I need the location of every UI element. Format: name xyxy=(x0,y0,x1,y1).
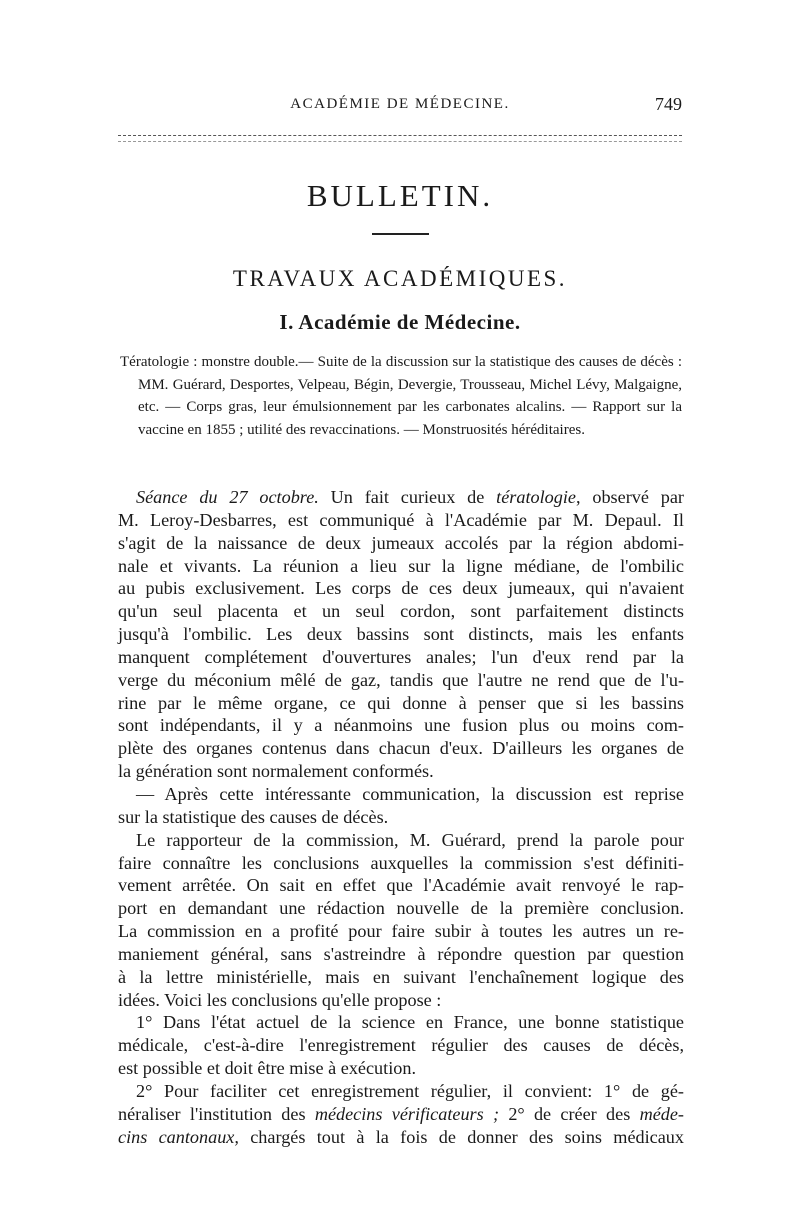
bulletin-title: BULLETIN. xyxy=(306,178,494,213)
session-summary xyxy=(120,351,682,441)
running-title: ACADÉMIE DE MÉDECINE. xyxy=(290,96,510,112)
header-rule xyxy=(118,135,682,136)
text-line: nale et vivants. La réunion a lieu sur la ligne médiane, de l'ombilic xyxy=(118,555,684,576)
text-line: à la lettre ministérielle, mais en suivant l'enchaînement logique des xyxy=(118,966,684,987)
paragraph-discussion xyxy=(118,783,684,829)
text-line: idées. Voici les conclusions qu'elle propose : xyxy=(118,989,442,1010)
text-line: vement arrêtée. On sait en effet que l'Académie avait renvoyé le rap- xyxy=(118,875,684,896)
text-line: manquent complétement d'ouvertures anales; l'un d'eux rend par la xyxy=(118,646,684,667)
text-line: sur la statistique des causes de décès. xyxy=(118,806,389,827)
text-line: néraliser l'institution des médecins vérificateurs ; 2° de créer des méde- xyxy=(118,1103,684,1124)
text-line: port en demandant une rédaction nouvelle de la première conclusion. xyxy=(118,898,684,919)
text-line: verge du méconium mêlé de gaz, tandis que l'autre ne rend que de l'u- xyxy=(118,669,684,690)
text-line: plète des organes contenus dans chacun d'eux. D'ailleurs les organes de xyxy=(118,738,684,759)
term-medecins: méde- xyxy=(639,1103,684,1124)
term-teratologie: tératologie xyxy=(496,487,576,507)
paragraph-conclusion-1 xyxy=(118,1011,684,1080)
term-medecins-verificateurs: médecins vérificateurs ; xyxy=(314,1103,500,1124)
session-date: Séance du 27 octobre. xyxy=(136,487,319,507)
text-line: La commission en a profité pour faire subir à toutes les autres un re- xyxy=(118,921,684,942)
text-line: cins cantonaux, chargés tout à la fois de donner des soins médicaux xyxy=(118,1126,684,1147)
header-rule-secondary xyxy=(118,141,682,142)
text-line: qu'un seul placenta et un seul cordon, sont parfaitement distincts xyxy=(118,601,684,622)
text-line: s'agit de la naissance de deux jumeaux accolés par la région abdomi- xyxy=(118,532,684,553)
text-line: — Après cette intéressante communication, la discussion est reprise xyxy=(136,783,684,804)
text-line: la génération sont normalement conformés. xyxy=(118,761,434,782)
text-line: 1° Dans l'état actuel de la science en France, une bonne statistique xyxy=(136,1012,684,1033)
text-line: au pubis exclusivement. Les corps de ces deux jumeaux, qui n'avaient xyxy=(118,578,684,599)
title-divider xyxy=(372,233,429,235)
article-body xyxy=(118,486,684,1148)
section-title: TRAVAUX ACADÉMIQUES. xyxy=(232,266,568,291)
running-head xyxy=(118,96,682,120)
paragraph-conclusion-2 xyxy=(118,1080,684,1149)
text-line: jusqu'à l'ombilic. Les deux bassins sont distincts, mais les enfants xyxy=(118,624,684,645)
text-line: sont indépendants, il y a néanmoins une fusion plus ou moins com- xyxy=(118,715,684,736)
paragraph-seance xyxy=(118,486,684,783)
text-line: rine par le même organe, ce qui donne à penser que si les bassins xyxy=(118,692,684,713)
text-line: M. Leroy-Desbarres, est communiqué à l'Académie par M. Depaul. Il xyxy=(118,509,684,530)
subsection-title: I. Académie de Médecine. xyxy=(279,310,521,334)
page-number: 749 xyxy=(655,94,682,114)
text-line: Séance du 27 octobre. Un fait curieux de tératologie, observé par xyxy=(136,487,684,507)
text-line: médicale, c'est-à-dire l'enregistrement régulier des causes de décès, xyxy=(118,1035,684,1056)
text-line: est possible et doit être mise à exécution. xyxy=(118,1058,416,1079)
text-line: faire connaître les conclusions auxquelles la commission s'est définiti- xyxy=(118,852,684,873)
summary-text: Tératologie : monstre double.— Suite de la discussion sur la statistique des causes de décès : MM. Guérard, Desportes, Velpeau, Bégin, Devergie, Trousseau, Michel Lévy, Malgaigne, etc. — Corps gras, leur émulsionnement par les carbonates alcalins. — Rapport sur la vaccine en 1855 ; utilité des revaccinations. — Monstruosités héréditaires. xyxy=(120,354,682,438)
term-cantonaux: cins cantonaux, xyxy=(118,1126,239,1147)
text-line: 2° Pour faciliter cet enregistrement régulier, il convient: 1° de gé- xyxy=(136,1080,684,1101)
text-line: Le rapporteur de la commission, M. Guérard, prend la parole pour xyxy=(136,829,684,850)
paragraph-rapporteur xyxy=(118,829,684,1012)
text-line: maniement général, sans s'astreindre à répondre question par question xyxy=(118,943,684,964)
